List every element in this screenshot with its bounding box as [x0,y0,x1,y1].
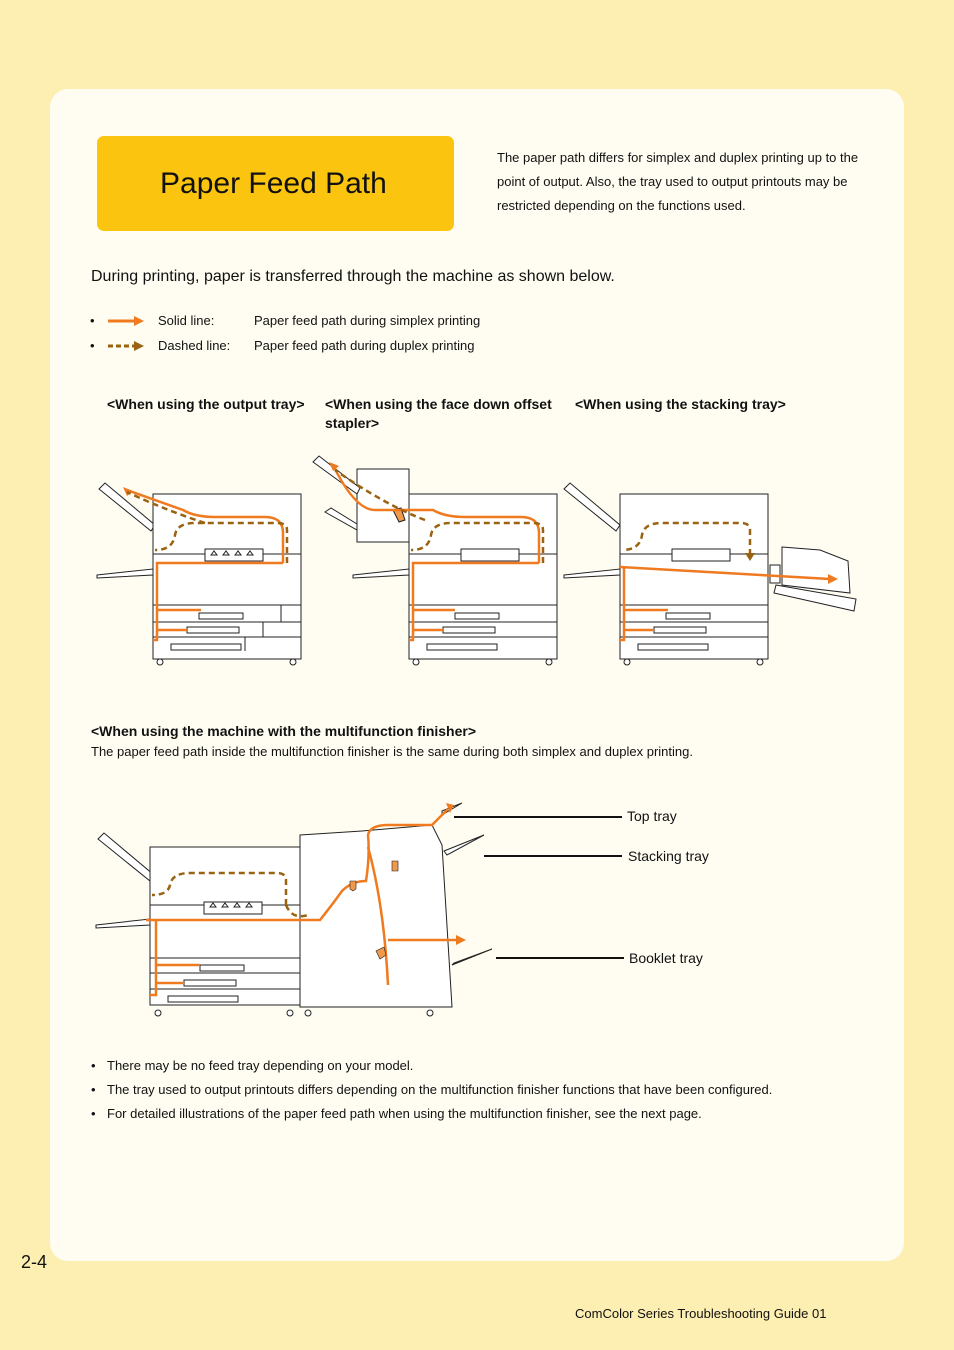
footer-text: ComColor Series Troubleshooting Guide 01 [575,1306,827,1321]
callout-leader-lines [452,805,627,965]
printer-output-tray-diagram [95,475,310,670]
caption-stacking-tray: <When using the stacking tray> [575,396,786,412]
printer-offset-stapler-diagram [305,450,565,670]
dashed-arrow-icon [106,338,146,354]
note-item: • The tray used to output printouts differs depending on the multifunction finisher functions that have been configured. [91,1078,891,1102]
printer-stacking-tray-diagram [560,475,865,670]
solid-arrow-icon [106,313,146,329]
multifunction-description: The paper feed path inside the multifunction finisher is the same during both simplex and duplex printing. [91,744,693,759]
callout-stacking-tray: Stacking tray [628,848,709,864]
note-item: • For detailed illustrations of the paper feed path when using the multifunction finisher, see the next page. [91,1102,891,1126]
multifunction-heading: <When using the machine with the multifunction finisher> [91,723,477,739]
caption-output-tray: <When using the output tray> [107,396,305,412]
lead-text: During printing, paper is transferred through the machine as shown below. [91,268,615,285]
note-item: • There may be no feed tray depending on your model. [91,1054,891,1078]
caption-offset-stapler: <When using the face down offset stapler> [325,396,552,431]
notes-list [91,1054,891,1126]
title-banner [97,136,454,231]
callout-booklet-tray: Booklet tray [629,950,703,966]
page-number: 2-4 [21,1252,48,1272]
intro-text: The paper path differs for simplex and duplex printing up to the point of output. Also, the tray used to output printouts may be restricted depending on the functions used. [497,150,859,213]
page-title: Paper Feed Path [160,167,387,200]
callout-top-tray: Top tray [627,808,677,824]
